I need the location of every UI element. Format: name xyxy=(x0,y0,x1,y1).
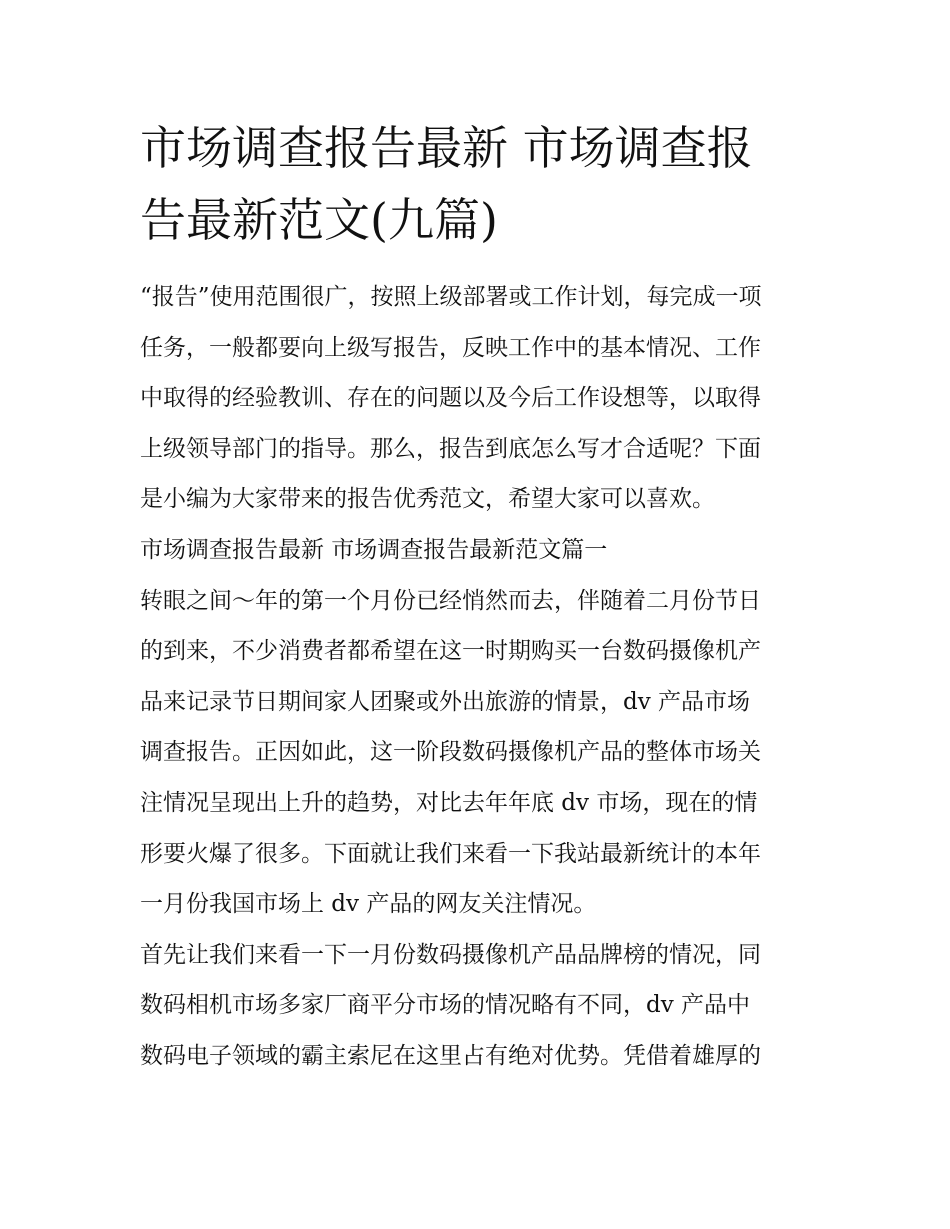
title-line: 市场调查报告最新 市场调查报 xyxy=(140,121,753,175)
body-paragraph-1 xyxy=(140,576,815,930)
text-line: “报告”使用范围很广，按照上级部署或工作计划，每完成一项 xyxy=(140,284,762,310)
document-page xyxy=(140,112,815,1082)
text-line: 任务，一般都要向上级写报告，反映工作中的基本情况、工作 xyxy=(140,334,761,361)
text-line: 注情况呈现出上升的趋势，对比去年年底 dv 市场，现在的情 xyxy=(140,789,758,816)
text-line: 是小编为大家带来的报告优秀范文，希望大家可以喜欢。 xyxy=(140,486,715,513)
document-title xyxy=(140,112,815,256)
text-line: 品来记录节日期间家人团聚或外出旅游的情景，dv 产品市场 xyxy=(140,688,751,715)
text-line: 数码电子领域的霸主索尼在这里占有绝对优势。凭借着雄厚的 xyxy=(140,1042,761,1069)
text-line: 中取得的经验教训、存在的问题以及今后工作设想等，以取得 xyxy=(140,385,761,412)
intro-paragraph xyxy=(140,272,815,525)
section-heading xyxy=(140,525,815,576)
text-line: 一月份我国市场上 dv 产品的网友关注情况。 xyxy=(140,891,597,918)
title-line: 告最新范文(九篇) xyxy=(140,193,498,247)
text-line: 数码相机市场多家厂商平分市场的情况略有不同，dv 产品中 xyxy=(140,992,751,1019)
section-heading-text: 市场调查报告最新 市场调查报告最新范文篇一 xyxy=(140,536,608,563)
text-line: 形要火爆了很多。下面就让我们来看一下我站最新统计的本年 xyxy=(140,840,761,867)
text-line: 的到来，不少消费者都希望在这一时期购买一台数码摄像机产 xyxy=(140,638,761,665)
text-line: 首先让我们来看一下一月份数码摄像机产品品牌榜的情况，同 xyxy=(140,941,761,968)
text-line: 转眼之间～年的第一个月份已经悄然而去，伴随着二月份节日 xyxy=(140,587,761,614)
body-paragraph-2 xyxy=(140,930,815,1082)
text-line: 调查报告。正因如此，这一阶段数码摄像机产品的整体市场关 xyxy=(140,739,761,766)
text-line: 上级领导部门的指导。那么，报告到底怎么写才合适呢？下面 xyxy=(140,435,761,462)
